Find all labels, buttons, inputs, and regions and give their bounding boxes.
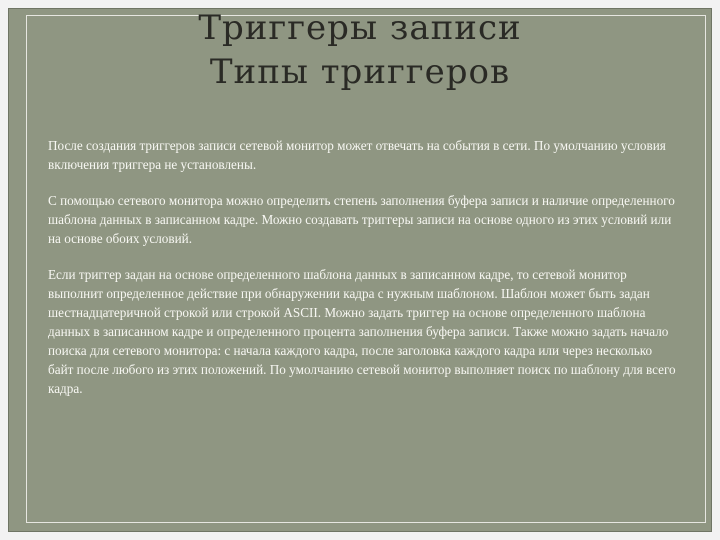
slide-body [48, 136, 678, 415]
title-line-2: Типы триггеров [209, 52, 511, 92]
slide-title [0, 6, 720, 94]
title-line-1: Триггеры записи [198, 8, 522, 48]
paragraph-3: Если триггер задан на основе определенного шаблона данных в записанном кадре, то сетевой монитор выполнит определенное действие при обнаружении кадра с нужным шаблоном. Шаблон может быть задан шестнадцатеричной строкой или строкой ASCII. Можно задать триггер на основе определенного шаблона данных в записанном кадре и определенного процента заполнения буфера записи. Также можно задать начало поиска для сетевого монитора: с начала каждого кадра, после заголовка каждого кадра или через несколько байт после любого из этих положений. По умолчанию сетевой монитор выполняет поиск по шаблону для всего кадра. [48, 267, 676, 396]
paragraph-2: С помощью сетевого монитора можно определить степень заполнения буфера записи и наличие определенного шаблона данных в записанном кадре. Можно создавать триггеры записи на основе одного из этих условий или на основе обоих условий. [48, 193, 675, 246]
paragraph-1: После создания триггеров записи сетевой монитор может отвечать на события в сети. По умолчанию условия включения триггера не установлены. [48, 138, 666, 172]
